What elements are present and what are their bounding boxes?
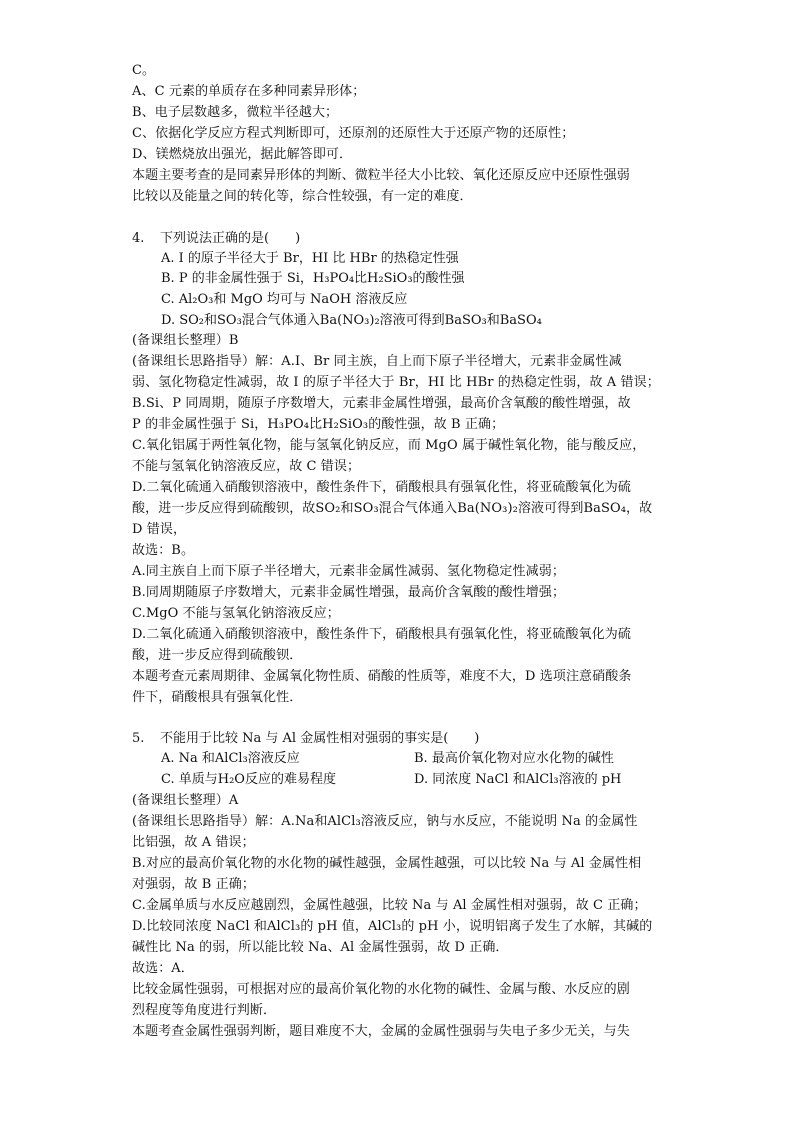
explanation-line: B.Si、P 同周期，随原子序数增大，元素非金属性增强，最高价含氧酸的酸性增强，故 bbox=[132, 396, 631, 411]
explanation-line: 故选：A． bbox=[132, 961, 194, 976]
explanation-line: 本题考查元素周期律、金属氧化物性质、硝酸的性质等，难度不大，D 选项注意硝酸条 bbox=[132, 669, 632, 684]
explanation-line: 对强弱，故 B 正确； bbox=[132, 877, 255, 892]
explanation-line: C.氧化铝属于两性氧化物，能与氢氧化钠反应，而 MgO 属于碱性氧化物，能与酸反应， bbox=[132, 438, 646, 453]
option-a: A. I 的原子半径大于 Br，HI 比 HBr 的热稳定性强 bbox=[161, 251, 459, 266]
question-number: 4. bbox=[132, 231, 145, 246]
explanation-line: C.金属单质与水反应越剧烈，金属性越强，比较 Na 与 Al 金属性相对强弱，故 C 正确； bbox=[132, 898, 647, 913]
explanation-line: 比铝强，故 A 错误； bbox=[132, 835, 255, 850]
answer-line: (备课组长整理）A bbox=[132, 793, 239, 808]
text-line: 比较以及能量之间的转化等，综合性较强，有一定的难度． bbox=[132, 189, 473, 204]
question-stem: 下列说法正确的是( ) bbox=[160, 231, 301, 246]
explanation-line: 弱、氢化物稳定性减弱，故 I 的原子半径大于 Br，HI 比 HBr 的热稳定性弱，故 A 错误； bbox=[132, 375, 660, 390]
option-b: B. P 的非金属性强于 Si，H₃PO₄比H₂SiO₃的酸性强 bbox=[161, 271, 465, 286]
explanation-line: 不能与氢氧化钠溶液反应，故 C 错误； bbox=[132, 459, 361, 474]
explanation-line: (备课组长思路指导）解：A.I、Br 同主族，自上而下原子半径增大，元素非金属性减 bbox=[132, 354, 622, 369]
text-line: C、依据化学反应方程式判断即可，还原剂的还原性大于还原产物的还原性； bbox=[132, 126, 575, 141]
question-number: 5. bbox=[132, 731, 145, 746]
option-c: C. 单质与H₂O反应的难易程度 bbox=[161, 772, 336, 787]
question-stem: 不能用于比较 Na 与 Al 金属性相对强弱的事实是( ) bbox=[160, 731, 480, 746]
explanation-line: 烈程度等角度进行判断． bbox=[132, 1003, 277, 1018]
explanation-line: 酸，进一步反应得到硫酸钡，故SO₂和SO₃混合气体通入Ba(NO₃)₂溶液可得到BaSO₄，故 bbox=[132, 501, 653, 516]
explanation-line: 碱性比 Na 的弱，所以能比较 Na、Al 金属性强弱，故 D 正确． bbox=[132, 940, 509, 955]
text-line: 本题主要考查的是同素异形体的判断、微粒半径大小比较、氧化还原反应中还原性强弱 bbox=[132, 168, 630, 183]
explanation-line: D.比较同浓度 NaCl 和AlCl₃的 pH 值，AlCl₃的 pH 小，说明铝离子发生了水解，其碱的 bbox=[132, 919, 653, 934]
option-d: D. SO₂和SO₃混合气体通入Ba(NO₃)₂溶液可得到BaSO₃和BaSO₄ bbox=[161, 313, 542, 328]
explanation-line: B.同周期随原子序数增大，元素非金属性增强，最高价含氧酸的酸性增强； bbox=[132, 585, 566, 600]
option-a: A. Na 和AlCl₃溶液反应 bbox=[161, 751, 300, 766]
explanation-line: B.对应的最高价氧化物的水化物的碱性越强，金属性越强，可以比较 Na 与 Al 金属性相 bbox=[132, 856, 642, 871]
explanation-line: 故选：B。 bbox=[132, 543, 195, 558]
explanation-line: D.二氧化硫通入硝酸钡溶液中，酸性条件下，硝酸根具有强氧化性，将亚硫酸氧化为硫 bbox=[132, 627, 631, 642]
explanation-line: D.二氧化硫通入硝酸钡溶液中，酸性条件下，硝酸根具有强氧化性，将亚硫酸氧化为硫 bbox=[132, 480, 631, 495]
text-line: C。 bbox=[132, 63, 156, 78]
explanation-line: A.同主族自上而下原子半径增大，元素非金属性减弱、氢化物稳定性减弱； bbox=[132, 564, 565, 579]
explanation-line: D 错误， bbox=[132, 522, 187, 537]
text-line: B、电子层数越多，微粒半径越大； bbox=[132, 105, 339, 120]
option-b: B. 最高价氧化物对应水化物的碱性 bbox=[414, 751, 614, 766]
explanation-line: 比较金属性强弱，可根据对应的最高价氧化物的水化物的碱性、金属与酸、水反应的剧 bbox=[132, 982, 630, 997]
explanation-line: P 的非金属性强于 Si，H₃PO₄比H₂SiO₃的酸性强，故 B 正确； bbox=[132, 417, 505, 432]
explanation-line: 酸，进一步反应得到硫酸钡． bbox=[132, 648, 303, 663]
explanation-line: 件下，硝酸根具有强氧化性． bbox=[132, 690, 303, 705]
option-d: D. 同浓度 NaCl 和AlCl₃溶液的 pH bbox=[414, 772, 622, 787]
text-line: A、C 元素的单质存在多种同素异形体； bbox=[132, 84, 366, 99]
option-c: C. Al₂O₃和 MgO 均可与 NaOH 溶液反应 bbox=[161, 292, 408, 307]
explanation-line: C.MgO 不能与氢氧化钠溶液反应； bbox=[132, 606, 340, 621]
explanation-line: 本题考查金属性强弱判断，题目难度不大，金属的金属性强弱与失电子多少无关，与失 bbox=[132, 1024, 630, 1039]
explanation-line: (备课组长思路指导）解：A.Na和AlCl₃溶液反应，钠与水反应，不能说明 Na 的金属性 bbox=[132, 814, 638, 829]
text-line: D、镁燃烧放出强光，据此解答即可． bbox=[132, 147, 353, 162]
answer-line: (备课组长整理）B bbox=[132, 333, 239, 348]
